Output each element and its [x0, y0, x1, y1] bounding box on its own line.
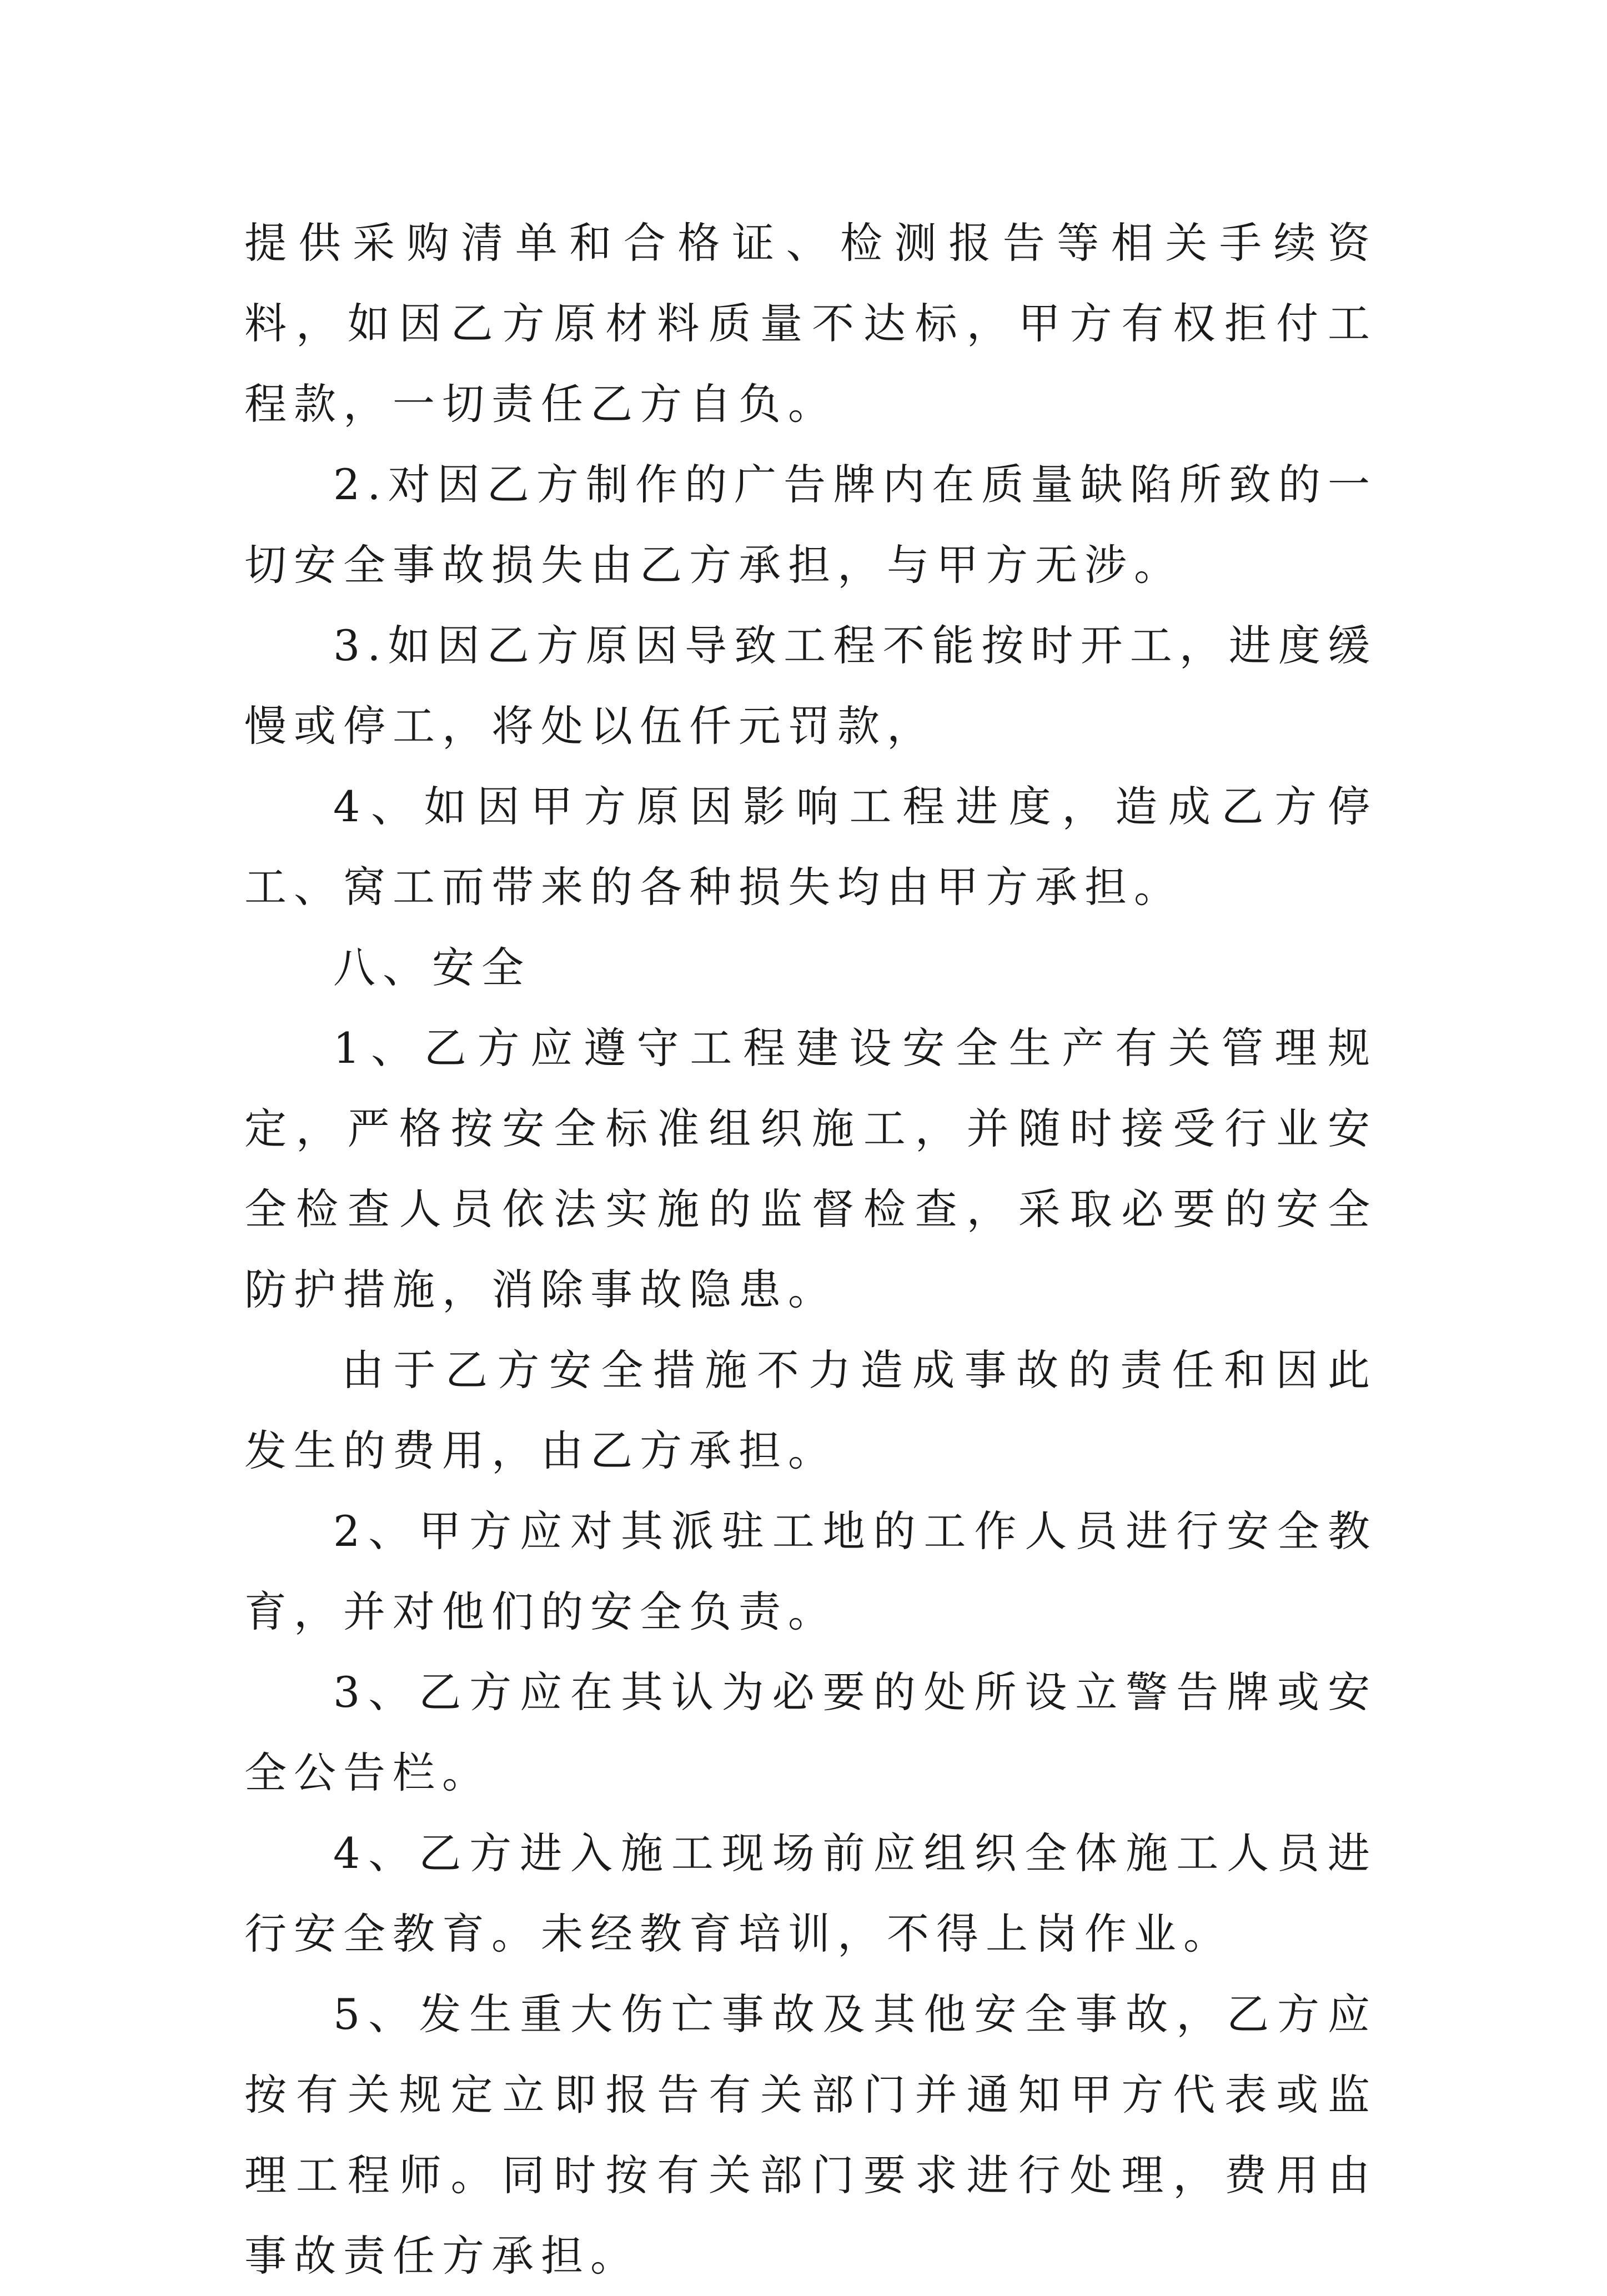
paragraph-continuation: 提供采购清单和合格证、检测报告等相关手续资料，如因乙方原材料质量不达标，甲方有权拒付工程款，一切责任乙方自负。	[244, 218, 1377, 429]
paragraph-safety-5: 5、发生重大伤亡事故及其他安全事故，乙方应按有关规定立即报告有关部门并通知甲方代表或监理工程师。同时按有关部门要求进行处理，费用由事故责任方承担。	[244, 1989, 1377, 2280]
paragraph-item-3: 3.如因乙方原因导致工程不能按时开工，进度缓慢或停工，将处以伍仟元罚款，	[244, 621, 1377, 751]
paragraph-safety-3: 3、乙方应在其认为必要的处所设立警告牌或安全公告栏。	[244, 1667, 1377, 1797]
paragraph-safety-1: 1、乙方应遵守工程建设安全生产有关管理规定，严格按安全标准组织施工，并随时接受行业安全检查人员依法实施的监督检查，采取必要的安全防护措施，消除事故隐患。	[244, 1023, 1377, 1314]
paragraph-safety-2: 2、甲方应对其派驻工地的工作人员进行安全教育，并对他们的安全负责。	[244, 1506, 1377, 1636]
paragraph-item-2: 2.对因乙方制作的广告牌内在质量缺陷所致的一切安全事故损失由乙方承担，与甲方无涉。	[244, 460, 1377, 590]
section-heading-safety: 八、安全	[333, 943, 531, 992]
paragraph-safety-1-note: 由于乙方安全措施不力造成事故的责任和因此发生的费用，由乙方承担。	[244, 1345, 1377, 1475]
paragraph-item-4: 4、如因甲方原因影响工程进度，造成乙方停工、窝工而带来的各种损失均由甲方承担。	[244, 782, 1377, 912]
paragraph-safety-4: 4、乙方进入施工现场前应组织全体施工人员进行安全教育。未经教育培训，不得上岗作业。	[244, 1828, 1377, 1958]
document-body	[244, 203, 1377, 2296]
